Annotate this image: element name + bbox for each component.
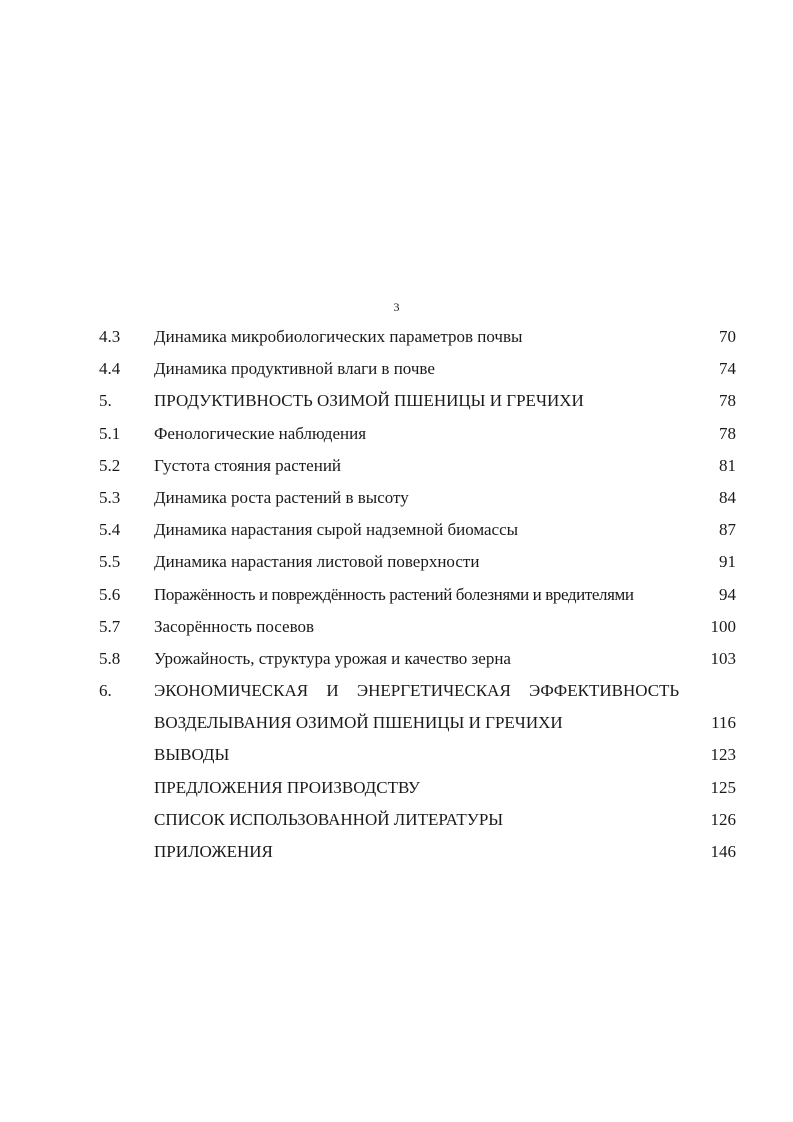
section-number: 5.7 bbox=[99, 616, 121, 636]
page-ref: 91 bbox=[719, 552, 736, 572]
section-title: Фенологические наблюдения bbox=[154, 423, 367, 443]
section-number: 5.4 bbox=[99, 520, 121, 540]
toc-entry bbox=[0, 739, 793, 771]
page-ref: 146 bbox=[710, 842, 736, 861]
toc-entry bbox=[0, 385, 793, 417]
toc-entry bbox=[0, 450, 793, 482]
toc-entry bbox=[0, 353, 793, 385]
page-ref: 87 bbox=[719, 520, 736, 540]
section-number: 5.3 bbox=[99, 487, 121, 507]
section-title: Динамика микробиологических параметров почвы bbox=[154, 327, 523, 346]
section-number: 5.2 bbox=[99, 455, 121, 475]
section-number: 5.6 bbox=[99, 584, 121, 604]
page-ref: 81 bbox=[719, 455, 736, 475]
section-title: ПРЕДЛОЖЕНИЯ ПРОИЗВОДСТВУ bbox=[154, 777, 420, 797]
toc-entry bbox=[0, 675, 793, 707]
toc-entry bbox=[0, 772, 793, 804]
section-number: 4.4 bbox=[99, 359, 121, 379]
page-ref: 126 bbox=[710, 809, 736, 829]
section-number: 5.5 bbox=[99, 552, 121, 572]
toc-entry bbox=[0, 482, 793, 514]
page-ref: 103 bbox=[710, 648, 736, 668]
section-title: Засорённость посевов bbox=[154, 616, 315, 636]
page-ref: 125 bbox=[710, 777, 736, 797]
toc-entry bbox=[0, 546, 793, 578]
section-title: Динамика роста растений в высоту bbox=[154, 487, 409, 507]
section-title: Поражённость и повреждённость растений болезнями и вредителями bbox=[154, 584, 634, 604]
section-number: 5.8 bbox=[99, 648, 121, 668]
section-number: 5. bbox=[99, 391, 112, 411]
toc-entry bbox=[0, 804, 793, 836]
page-ref: 74 bbox=[719, 359, 736, 379]
toc-entry bbox=[0, 643, 793, 675]
section-title: Динамика нарастания листовой поверхности bbox=[154, 552, 480, 572]
page-ref: 94 bbox=[719, 584, 736, 604]
section-title: ВЫВОДЫ bbox=[154, 745, 230, 765]
section-title: Динамика продуктивной влаги в почве bbox=[154, 359, 435, 379]
toc-entry bbox=[0, 707, 793, 739]
section-title: Динамика нарастания сырой надземной биомассы bbox=[154, 520, 519, 540]
table-of-contents bbox=[0, 321, 793, 868]
toc-entry bbox=[0, 321, 793, 353]
toc-entry bbox=[0, 418, 793, 450]
page-number: 3 bbox=[393, 300, 400, 314]
section-title: ЭКОНОМИЧЕСКАЯ И ЭНЕРГЕТИЧЕСКАЯ ЭФФЕКТИВНОСТЬ bbox=[154, 681, 680, 701]
page-ref: 100 bbox=[710, 616, 736, 636]
section-title: ПРИЛОЖЕНИЯ bbox=[154, 842, 273, 861]
section-title: ВОЗДЕЛЫВАНИЯ ОЗИМОЙ ПШЕНИЦЫ И ГРЕЧИХИ bbox=[154, 713, 563, 733]
page-ref: 116 bbox=[711, 713, 736, 733]
page-ref: 78 bbox=[719, 391, 736, 411]
page-ref: 78 bbox=[719, 423, 736, 443]
page-ref: 70 bbox=[719, 327, 736, 346]
toc-entry bbox=[0, 611, 793, 643]
section-title: Густота стояния растений bbox=[154, 455, 342, 475]
section-number: 5.1 bbox=[99, 423, 121, 443]
section-number: 6. bbox=[99, 681, 112, 701]
section-title: Урожайность, структура урожая и качество зерна bbox=[154, 648, 511, 668]
page-ref: 123 bbox=[710, 745, 736, 765]
section-title: ПРОДУКТИВНОСТЬ ОЗИМОЙ ПШЕНИЦЫ И ГРЕЧИХИ bbox=[154, 391, 584, 411]
section-number: 4.3 bbox=[99, 327, 121, 346]
page-ref: 84 bbox=[719, 487, 736, 507]
toc-entry bbox=[0, 514, 793, 546]
section-title: СПИСОК ИСПОЛЬЗОВАННОЙ ЛИТЕРАТУРЫ bbox=[154, 809, 504, 829]
toc-entry bbox=[0, 579, 793, 611]
toc-entry bbox=[0, 836, 793, 868]
